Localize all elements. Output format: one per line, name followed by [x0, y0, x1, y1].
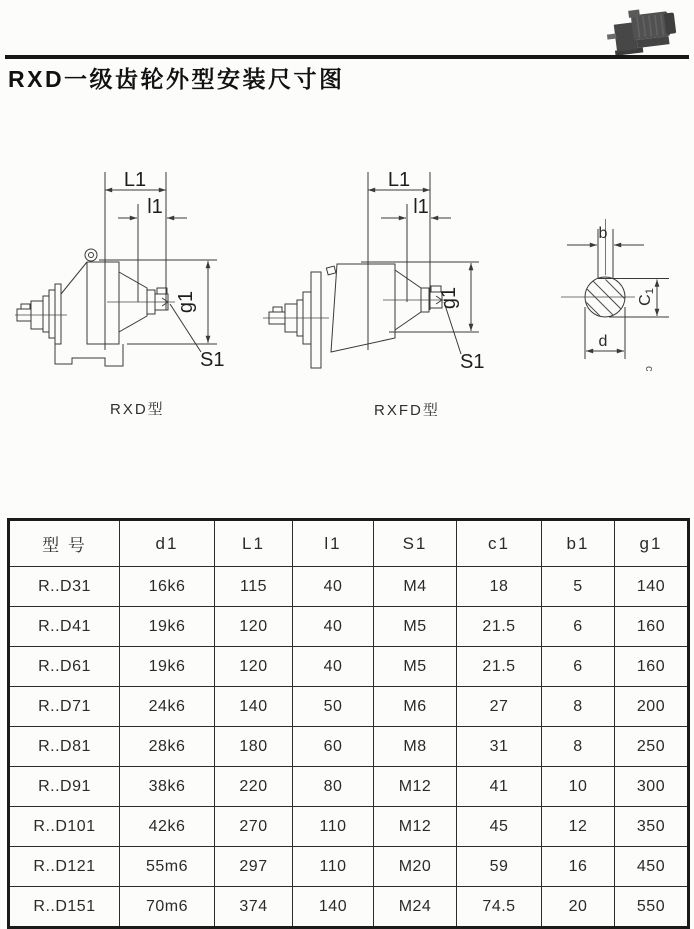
value-cell: 8: [542, 687, 615, 727]
table-row: [9, 727, 689, 767]
figure-rxfd-drawing: [263, 160, 488, 420]
value-cell: 6: [542, 607, 615, 647]
value-cell: 28k6: [120, 727, 215, 767]
table-row: [9, 767, 689, 807]
value-cell: 160: [615, 647, 689, 687]
value-cell: 40: [293, 567, 374, 607]
value-cell: 350: [615, 807, 689, 847]
value-cell: 140: [615, 567, 689, 607]
table-row: [9, 807, 689, 847]
column-header-0: 型 号: [9, 520, 120, 567]
figure-rxd-drawing: [15, 160, 250, 420]
value-cell: 6: [542, 647, 615, 687]
value-cell: 270: [215, 807, 293, 847]
column-header-1: d1: [120, 520, 215, 567]
value-cell: 16: [542, 847, 615, 887]
value-cell: 21.5: [457, 647, 542, 687]
dim-label-C1: C1: [637, 288, 656, 306]
value-cell: 74.5: [457, 887, 542, 928]
title-rule: [5, 55, 689, 59]
value-cell: 550: [615, 887, 689, 928]
dim-label-L1: L1: [387, 169, 411, 191]
dim-label-S1: S1: [200, 349, 225, 371]
spec-table: [7, 518, 690, 929]
table-header-row: [9, 520, 689, 567]
column-header-4: S1: [374, 520, 457, 567]
value-cell: 140: [215, 687, 293, 727]
value-cell: 16k6: [120, 567, 215, 607]
model-cell: R..D121: [9, 847, 120, 887]
value-cell: 115: [215, 567, 293, 607]
figure-rxfd-caption: RXFD型: [374, 402, 440, 419]
value-cell: 12: [542, 807, 615, 847]
value-cell: 220: [215, 767, 293, 807]
model-cell: R..D101: [9, 807, 120, 847]
model-cell: R..D91: [9, 767, 120, 807]
value-cell: 55m6: [120, 847, 215, 887]
dim-label-g1: g1: [438, 286, 460, 310]
value-cell: 60: [293, 727, 374, 767]
value-cell: 40: [293, 647, 374, 687]
value-cell: 120: [215, 607, 293, 647]
model-cell: R..D31: [9, 567, 120, 607]
value-cell: 45: [457, 807, 542, 847]
table-row: [9, 847, 689, 887]
value-cell: 31: [457, 727, 542, 767]
value-cell: 297: [215, 847, 293, 887]
value-cell: 18: [457, 567, 542, 607]
value-cell: 160: [615, 607, 689, 647]
table-row: [9, 607, 689, 647]
column-header-3: l1: [293, 520, 374, 567]
dim-label-l1: l1: [413, 196, 429, 218]
spec-table-body: [9, 567, 689, 928]
value-cell: 41: [457, 767, 542, 807]
value-cell: M6: [374, 687, 457, 727]
value-cell: M12: [374, 767, 457, 807]
table-row: [9, 647, 689, 687]
value-cell: 200: [615, 687, 689, 727]
value-cell: 180: [215, 727, 293, 767]
value-cell: 5: [542, 567, 615, 607]
column-header-6: b1: [542, 520, 615, 567]
value-cell: 10: [542, 767, 615, 807]
value-cell: 19k6: [120, 647, 215, 687]
table-row: [9, 687, 689, 727]
value-cell: 8: [542, 727, 615, 767]
value-cell: 50: [293, 687, 374, 727]
value-cell: M8: [374, 727, 457, 767]
column-header-7: g1: [615, 520, 689, 567]
model-cell: R..D151: [9, 887, 120, 928]
value-cell: 300: [615, 767, 689, 807]
value-cell: 70m6: [120, 887, 215, 928]
value-cell: 140: [293, 887, 374, 928]
value-cell: 24k6: [120, 687, 215, 727]
dim-label-g1: g1: [175, 290, 197, 314]
value-cell: M20: [374, 847, 457, 887]
value-cell: 110: [293, 807, 374, 847]
value-cell: 450: [615, 847, 689, 887]
value-cell: 80: [293, 767, 374, 807]
value-cell: 20: [542, 887, 615, 928]
figure-shaft-section: [555, 205, 694, 405]
value-cell: M5: [374, 647, 457, 687]
value-cell: M5: [374, 607, 457, 647]
value-cell: 250: [615, 727, 689, 767]
value-cell: 19k6: [120, 607, 215, 647]
model-cell: R..D61: [9, 647, 120, 687]
value-cell: M4: [374, 567, 457, 607]
value-cell: 120: [215, 647, 293, 687]
model-cell: R..D41: [9, 607, 120, 647]
value-cell: 59: [457, 847, 542, 887]
dim-label-L1: L1: [123, 169, 147, 191]
model-cell: R..D71: [9, 687, 120, 727]
value-cell: 21.5: [457, 607, 542, 647]
value-cell: 374: [215, 887, 293, 928]
dim-label-b: b: [598, 225, 608, 242]
dim-label-S1: S1: [460, 351, 485, 373]
table-row: [9, 887, 689, 928]
margin-mark-c: c: [643, 366, 655, 372]
table-row: [9, 567, 689, 607]
value-cell: M12: [374, 807, 457, 847]
value-cell: 40: [293, 607, 374, 647]
value-cell: 110: [293, 847, 374, 887]
dim-label-l1: l1: [147, 196, 163, 218]
value-cell: 38k6: [120, 767, 215, 807]
value-cell: M24: [374, 887, 457, 928]
column-header-2: L1: [215, 520, 293, 567]
column-header-5: c1: [457, 520, 542, 567]
figure-rxd-caption: RXD型: [110, 401, 165, 418]
dim-label-d: d: [598, 333, 608, 350]
gearmotor-photo: [606, 5, 684, 61]
value-cell: 42k6: [120, 807, 215, 847]
page-title: RXD一级齿轮外型安装尺寸图: [8, 66, 345, 92]
value-cell: 27: [457, 687, 542, 727]
model-cell: R..D81: [9, 727, 120, 767]
